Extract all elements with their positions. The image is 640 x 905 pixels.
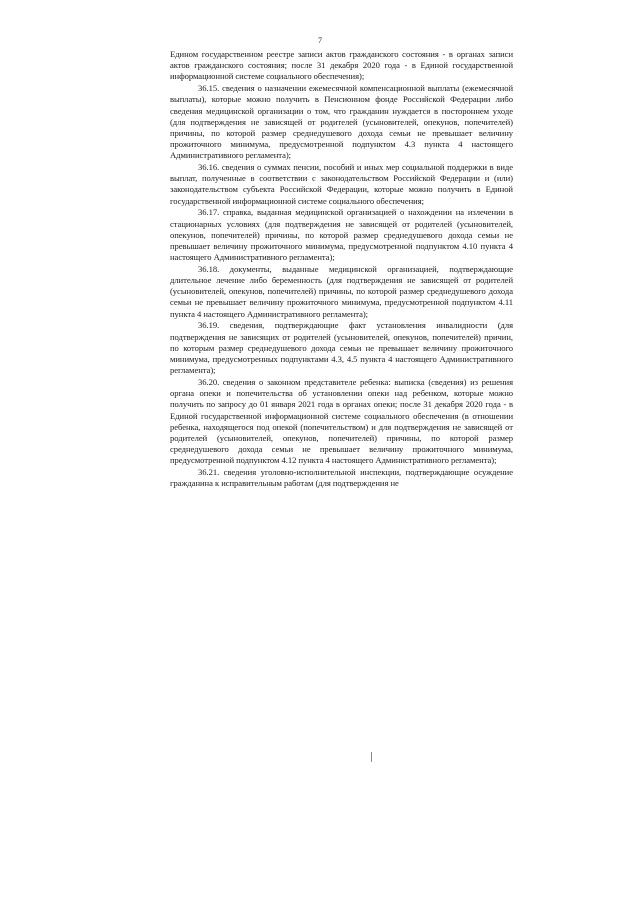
paragraph-36-15: 36.15. сведения о назначении ежемесячной компенсационной выплаты (ежемесячной выплаты), которые можно получить в Пенсионном фонде Российской Федерации либо сведения медицинской организации о том, что гражданин нуждается в постороннем уходе (для подтверждения не зависящей от родителей (усыновителей, опекунов, попечителей) причины, по которой размер среднедушевого дохода семьи не превышает величину прожиточного минимума, предусмотренной подпунктом 4.3 пункта 4 настоящего Административного регламента); bbox=[170, 83, 513, 161]
document-body bbox=[170, 49, 513, 489]
paragraph-36-16: 36.16. сведения о суммах пенсии, пособий и иных мер социальной поддержки в виде выплат, полученные в соответствии с законодательством Российской Федерации и (или) законодательством субъекта Российской Федерации, которые можно получить в Единой государственной информационной системе социального обеспечения; bbox=[170, 162, 513, 206]
paragraph-36-17: 36.17. справка, выданная медицинской организацией о нахождении на излечении в стационарных условиях (для подтверждения не зависящей от родителей (усыновителей, опекунов, попечителей) причины, по которой размер среднедушевого дохода семьи не превышает величину прожиточного минимума, предусмотренной подпунктом 4.10 пункта 4 настоящего Административного регламента); bbox=[170, 207, 513, 263]
scan-artifact-mark bbox=[371, 752, 372, 762]
paragraph-36-21: 36.21. сведения уголовно-исполнительной инспекции, подтверждающие осуждение гражданина к исправительным работам (для подтверждения не bbox=[170, 467, 513, 489]
paragraph-36-18: 36.18. документы, выданные медицинской организацией, подтверждающие длительное лечение либо беременность (для подтверждения не зависящей от родителей (усыновителей, опекунов, попечителей) причины, по которой размер среднедушевого дохода семьи не превышает величину прожиточного минимума, предусмотренной подпунктом 4.11 пункта 4 настоящего Административного регламента); bbox=[170, 263, 513, 319]
paragraph-36-20: 36.20. сведения о законном представителе ребенка: выписка (сведения) из решения органа опеки и попечительства об установлении опеки над ребенком, которые можно получить по запросу до 01 января 2021 года в органах опеки; после 31 декабря 2020 года - в Единой государственной информационной системе социального обеспечения (в отношении ребенка, находящегося под опекой (попечительством) и для подтверждения не зависящей от родителей (усыновителей, опекунов, попечителей) причины, по которой размер среднедушевого дохода семьи не превышает величину прожиточного минимума, предусмотренной подпунктом 4.12 пункта 4 настоящего Административного регламента); bbox=[170, 376, 513, 466]
paragraph-continuation: Едином государственном реестре записи актов гражданского состояния - в органах записи актов гражданского состояния; после 31 декабря 2020 года - в Единой государственной информационной системе социального обеспечения); bbox=[170, 49, 513, 82]
page-number: 7 bbox=[318, 36, 322, 45]
paragraph-36-19: 36.19. сведения, подтверждающие факт установления инвалидности (для подтверждения не зависящих от родителей (усыновителей, опекунов, попечителей) причин, по которым размер среднедушевого дохода семьи не превышает величину прожиточного минимума, предусмотренных подпунктами 4.3, 4.5 пункта 4 настоящего Административного регламента); bbox=[170, 320, 513, 376]
